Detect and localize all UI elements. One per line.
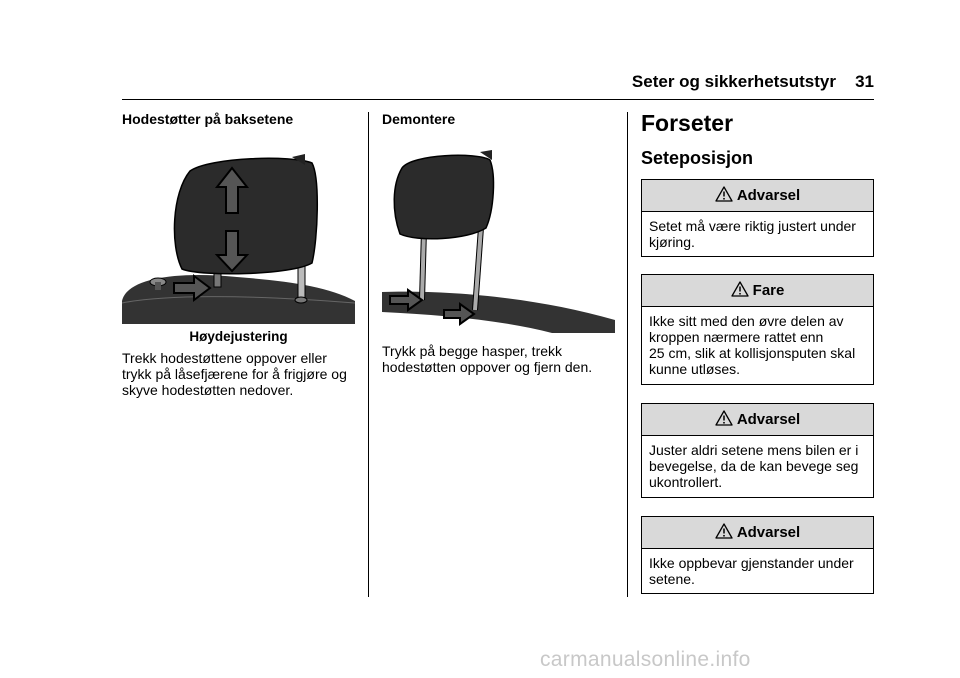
watermark: carmanualsonline.info (540, 648, 751, 671)
header-rule (122, 99, 874, 100)
danger-box (641, 274, 874, 385)
warning-header (642, 180, 873, 212)
warning-triangle-icon (715, 523, 733, 539)
text-line: ukontrollert. (649, 474, 723, 490)
warning-box (641, 403, 874, 498)
warning-text (642, 549, 873, 593)
text-line: Ikke sitt med den øvre delen av (649, 313, 844, 329)
warning-header (642, 404, 873, 436)
warning-triangle-icon (731, 281, 749, 297)
text-line: Trykk på begge hasper, trekk (382, 343, 563, 359)
warning-header (642, 517, 873, 549)
danger-label: Fare (752, 282, 785, 299)
running-title: Seter og sikkerhetsutstyr (631, 72, 836, 91)
warning-box (641, 179, 874, 257)
warning-triangle-icon (715, 410, 733, 426)
text-line: Setet må være riktig justert under (649, 218, 856, 234)
warning-box (641, 516, 874, 594)
section-heading-rear-headrests: Hodestøtter på baksetene (122, 111, 294, 127)
text-line: trykk på låsefjærene for å frigjøre og (122, 366, 347, 382)
text-line: hodestøtten oppover og fjern den. (382, 359, 593, 375)
column-divider (368, 112, 369, 597)
warning-text (642, 436, 873, 496)
headrest-removal-illustration (382, 150, 615, 333)
text-line: setene. (649, 571, 695, 587)
rear-headrest-height-adjust-illustration (122, 153, 355, 324)
text-line: kroppen nærmere rattet enn (649, 329, 824, 345)
figure-caption: Høydejustering (189, 329, 288, 344)
text-line: Ikke oppbevar gjenstander under (649, 555, 854, 571)
warning-text (642, 212, 873, 256)
page-number: 31 (855, 72, 874, 91)
text-line: bevegelse, da de kan bevege seg (649, 458, 859, 474)
column-divider (627, 112, 628, 597)
warning-label: Advarsel (736, 411, 801, 428)
subsection-title-seat-position: Seteposisjon (641, 148, 754, 168)
text-line: kjøring. (649, 234, 695, 250)
text-line: kunne utløses. (649, 361, 741, 377)
text-line: Trekk hodestøttene oppover eller (122, 350, 327, 366)
warning-triangle-icon (715, 186, 733, 202)
text-line: 25 cm, slik at kollisjonsputen skal (649, 345, 856, 361)
text-line: skyve hodestøtten nedover. (122, 382, 294, 398)
warning-label: Advarsel (736, 524, 801, 541)
section-heading-remove: Demontere (382, 111, 456, 127)
paragraph-rear-headrests (122, 350, 347, 398)
warning-label: Advarsel (736, 187, 801, 204)
section-title-front-seats: Forseter (641, 110, 734, 136)
paragraph-remove (382, 343, 592, 375)
danger-text (642, 307, 873, 383)
danger-header (642, 275, 873, 307)
text-line: Juster aldri setene mens bilen er i (649, 442, 859, 458)
